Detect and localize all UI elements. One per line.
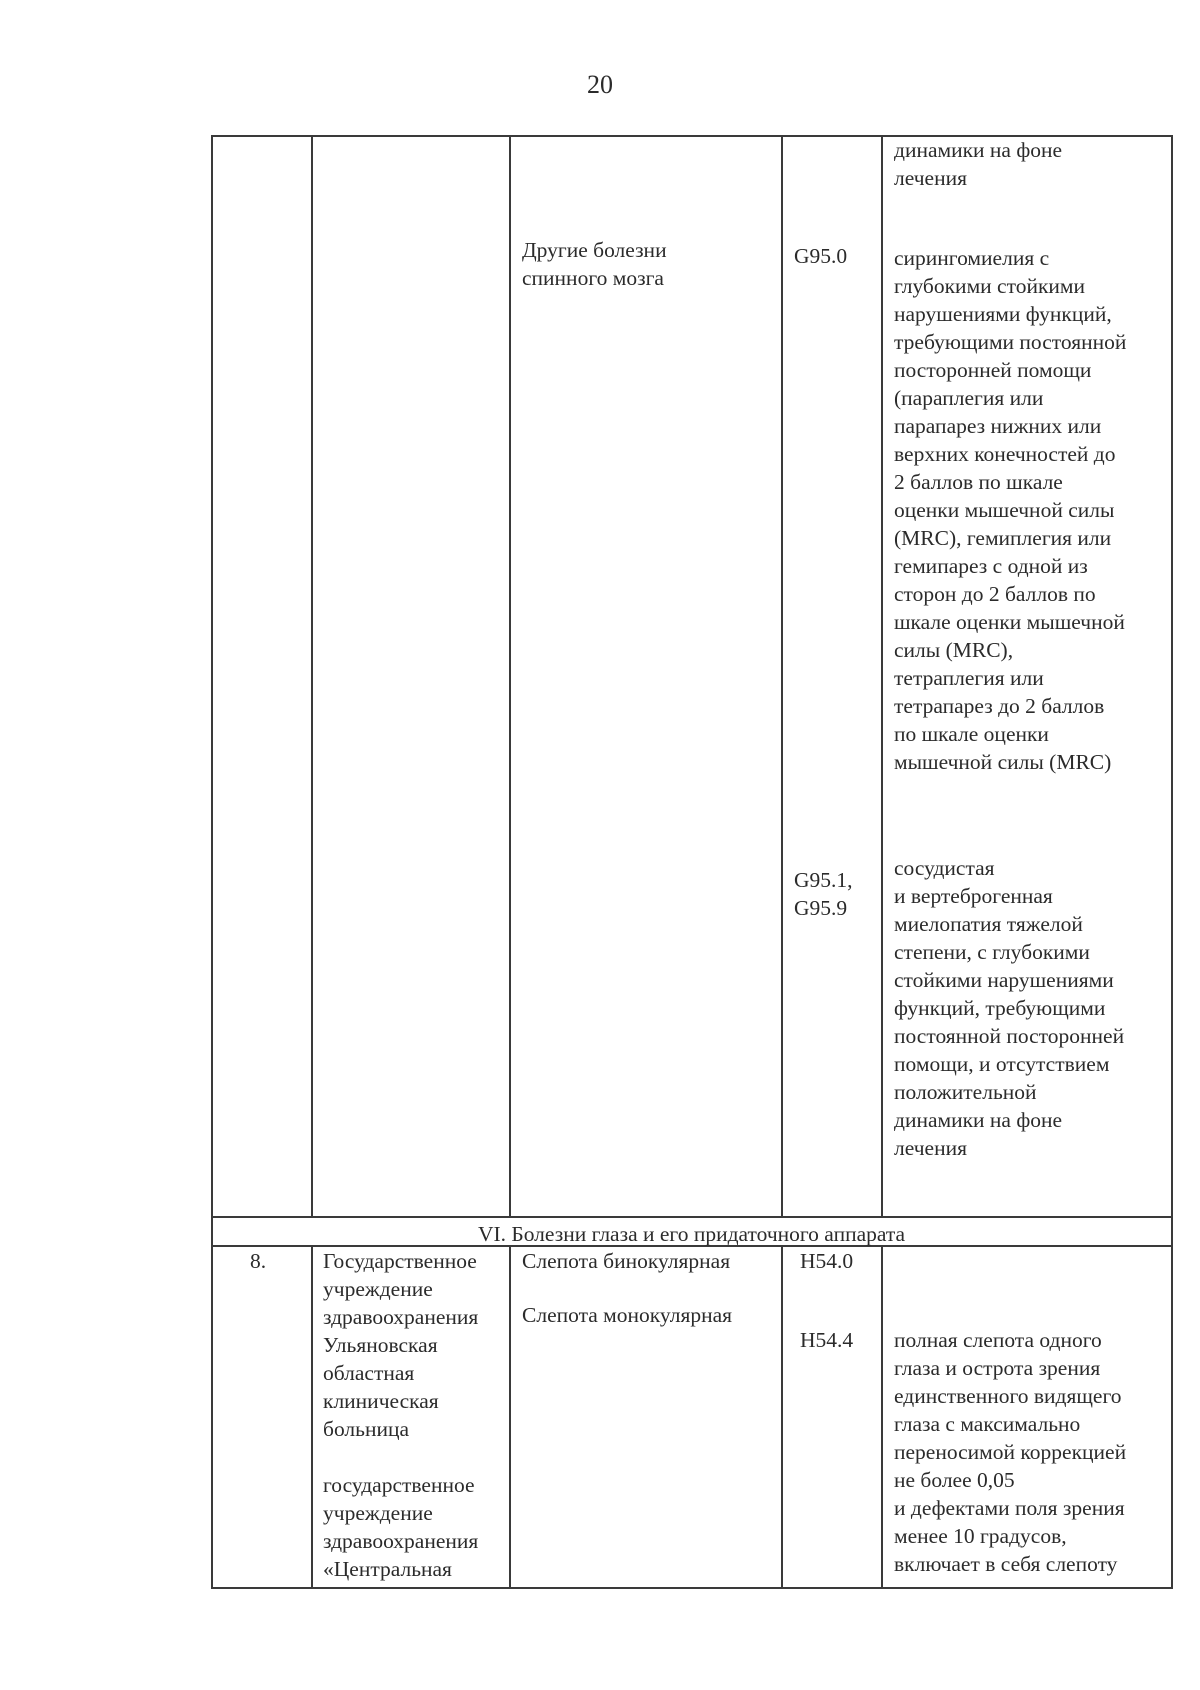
col-border-6-lower <box>1171 1245 1173 1588</box>
page-number: 20 <box>587 70 613 99</box>
section-top-border <box>211 1216 1173 1218</box>
col-border-1-lower <box>211 1245 213 1588</box>
disease-name-monocular: Слепота монокулярная <box>522 1303 733 1327</box>
col-border-5-lower <box>881 1245 883 1588</box>
col-border-2-lower <box>311 1245 313 1588</box>
section-title: VI. Болезни глаза и его придаточного аппарата <box>477 1222 906 1246</box>
col-border-4-upper <box>781 135 783 1217</box>
col-border-6-upper <box>1171 135 1173 1217</box>
criteria-continuation: динамики на фоне лечения <box>894 138 1063 190</box>
col-border-1-upper <box>211 135 213 1217</box>
icd-code-g95-1-9: G95.1, G95.9 <box>794 868 853 920</box>
disease-name-binocular: Слепота бинокулярная <box>522 1249 731 1273</box>
icd-code-g95-0: G95.0 <box>794 244 848 268</box>
criteria-g95-0: сирингомиелия с глубокими стойкими нарушениями функций, требующими постоянной посторонней помощи (параплегия или парапарез нижних или верхних конечностей до 2 баллов по шкале оценки мышечной силы (MRC), гемиплегия или гемипарез с одной из сторон до 2 баллов по шкале оценки мышечной силы (MRC), тетраплегия или тетрапарез до 2 баллов по шкале оценки мышечной силы (MRC) <box>894 246 1127 774</box>
col-border-2-upper <box>311 135 313 1217</box>
col-border-3-upper <box>509 135 511 1217</box>
section-right-border <box>1171 1216 1173 1246</box>
col-border-4-lower <box>781 1245 783 1588</box>
disease-name-spinal: Другие болезни спинного мозга <box>522 238 667 290</box>
col-border-3-lower <box>509 1245 511 1588</box>
criteria-g95-1-9: сосудистая и вертеброгенная миелопатия тяжелой степени, с глубокими стойкими нарушениями функций, требующими постоянной посторонней помощи, и отсутствием положительной динамики на фоне лечения <box>894 856 1125 1160</box>
criteria-h54-4: полная слепота одного глаза и острота зрения единственного видящего глаза с максимально переносимой коррекцией не более 0,05 и дефектами поля зрения менее 10 градусов, включает в себя слепоту <box>894 1328 1127 1576</box>
row-number: 8. <box>250 1249 267 1273</box>
icd-code-h54-0: H54.0 <box>800 1249 854 1273</box>
institution-names: Государственное учреждение здравоохранения Ульяновская областная клиническая больница государственное учреждение здравоохранения «Центральная <box>323 1249 479 1581</box>
col-border-5-upper <box>881 135 883 1217</box>
icd-code-h54-4: H54.4 <box>800 1328 854 1352</box>
table-bottom-border <box>211 1587 1173 1589</box>
